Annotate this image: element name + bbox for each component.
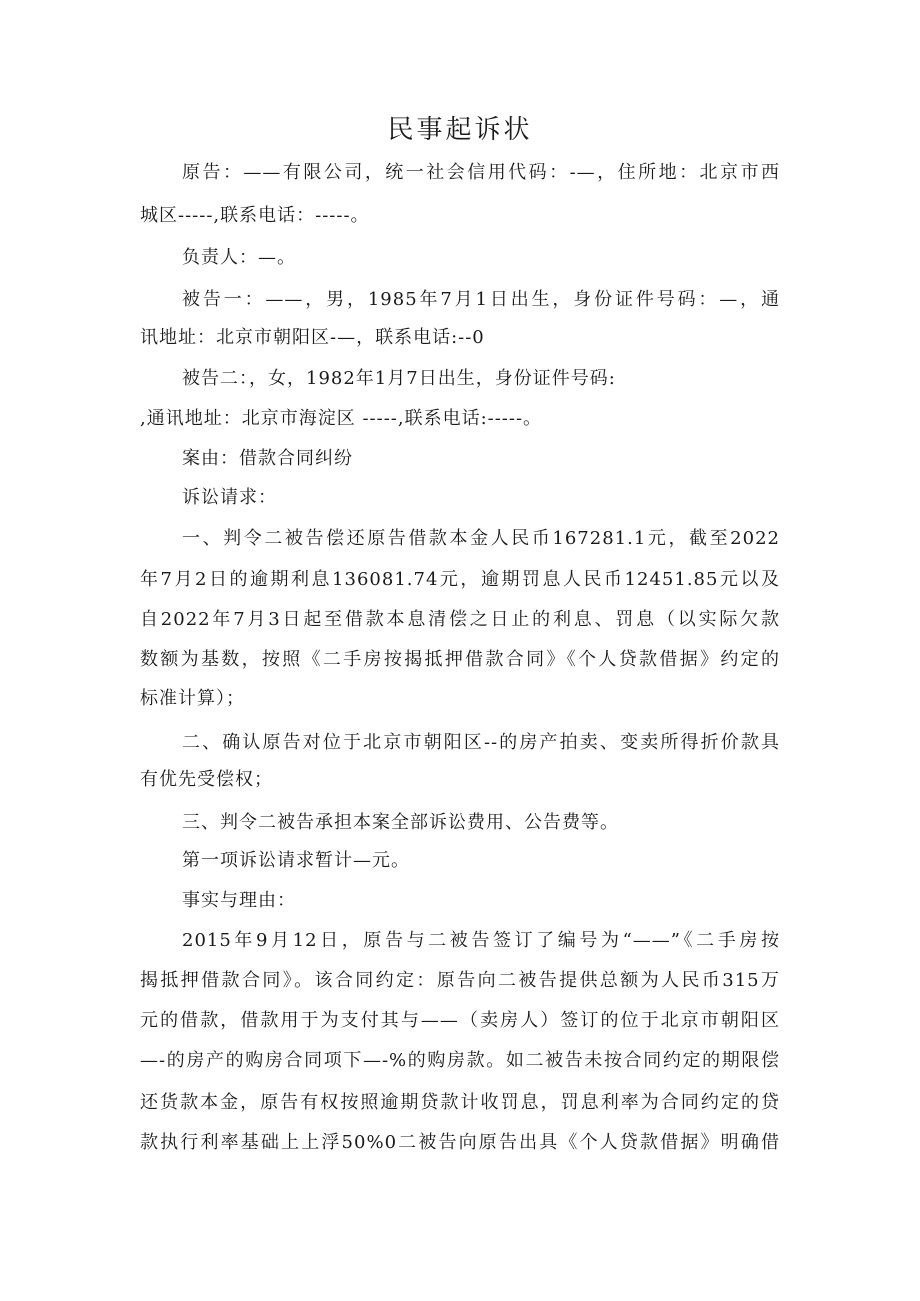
claims-heading: 诉讼请求：: [182, 487, 277, 508]
defendant-two-line-1: 被告二：，女，1982年1月7日出生，身份证件号码:: [182, 368, 616, 389]
claim-one-line-2: 年7月2日的逾期利息136081.74元，逾期罚息人民币12451.85元以及: [140, 569, 780, 590]
facts-line-3: 元的借款，借款用于为支付其与——（卖房人）签订的位于北京市朝阳区: [140, 1010, 780, 1031]
facts-line-1: 2015年9月12日，原告与二被告签订了编号为“——”《二手房按: [182, 930, 780, 951]
cause-of-action-line: 案由：借款合同纠纷: [182, 448, 353, 469]
defendant-one-line-1: 被告一：——，男，1985年7月1日出生，身份证件号码：—，通: [182, 289, 780, 310]
facts-line-5: 还货款本金，原告有权按照逾期贷款计收罚息，罚息利率为合同约定的贷: [140, 1092, 780, 1113]
claim-one-line-5: 标准计算）；: [140, 688, 245, 709]
claim-one-line-1: 一、判令二被告偿还原告借款本金人民币167281.1元，截至2022: [182, 528, 780, 549]
claim-one-line-4: 数额为基数，按照《二手房按揭抵押借款合同》《个人贷款借据》约定的: [140, 649, 780, 670]
facts-line-4: —-的房产的购房合同项下—-%的购房款。如二被告未按合同约定的期限偿: [140, 1050, 780, 1071]
facts-line-2: 揭抵押借款合同》。该合同约定：原告向二被告提供总额为人民币315万: [140, 970, 780, 991]
claim-three-line: 三、判令二被告承担本案全部诉讼费用、公告费等。: [182, 812, 619, 833]
defendant-one-line-2: 讯地址：北京市朝阳区-—，联系电话:--0: [140, 327, 485, 348]
responsible-person-line: 负责人：—。: [182, 247, 296, 268]
defendant-two-line-2: ,通讯地址：北京市海淀区 -----,联系电话:-----。: [140, 408, 543, 429]
claim-two-line-1: 二、确认原告对位于北京市朝阳区--的房产拍卖、变卖所得折价款具: [182, 732, 780, 753]
plaintiff-line-2: 城区-----,联系电话：-----。: [140, 205, 370, 226]
facts-line-6: 款执行利率基础上上浮50%0二被告向原告出具《个人贷款借据》明确借: [140, 1132, 780, 1153]
facts-heading: 事实与理由：: [182, 890, 296, 911]
plaintiff-line-1: 原告：——有限公司，统一社会信用代码：-—，住所地：北京市西: [182, 162, 780, 183]
page-title: 民事起诉状: [387, 115, 533, 145]
claim-one-line-3: 自2022年7月3日起至借款本息清偿之日止的利息、罚息（以实际欠款: [140, 609, 780, 630]
claim-amount-line: 第一项诉讼请求暂计—元。: [182, 850, 410, 871]
claim-two-line-2: 有优先受偿权；: [140, 769, 273, 790]
